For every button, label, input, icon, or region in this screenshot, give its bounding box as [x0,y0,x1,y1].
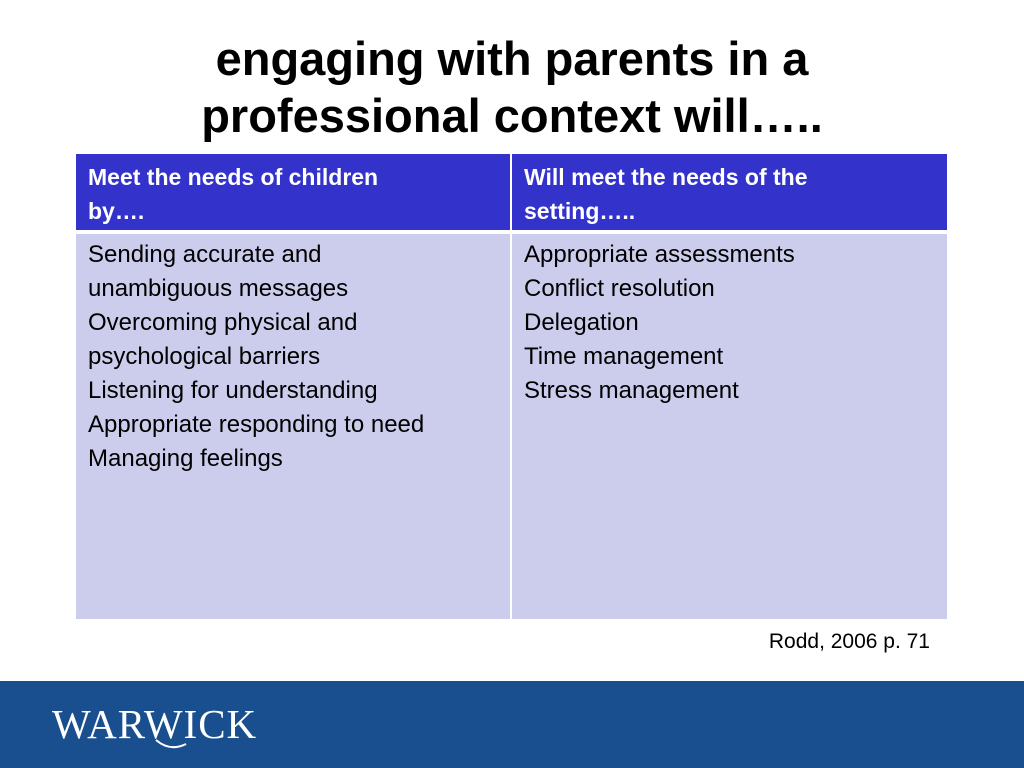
header-line: Will meet the needs of the [524,164,808,190]
list-item: Overcoming physical and [88,309,358,336]
title-line-1: engaging with parents in a [215,32,809,85]
header-line: setting….. [524,198,636,224]
list-item: Delegation [524,309,639,336]
header-cell-setting [511,154,947,232]
list-item: Stress management [524,377,739,404]
list-item: unambiguous messages [88,275,349,302]
table-header-row [76,154,947,232]
title-line-2: professional context will….. [201,89,823,142]
citation: Rodd, 2006 p. 71 [768,630,930,653]
logo-text: WARWICK [52,702,258,747]
body-cell-children [76,232,511,619]
list-item: Time management [524,343,724,370]
list-item: psychological barriers [88,343,321,370]
header-line: Meet the needs of children [88,164,379,190]
table-body-row [76,232,947,619]
warwick-logo [52,702,282,752]
slide-title [0,30,1024,144]
header-cell-children [76,154,511,232]
body-cell-setting [511,232,947,619]
content-table [76,154,947,619]
list-item: Appropriate responding to need [88,411,425,438]
list-item: Conflict resolution [524,275,715,302]
list-item: Sending accurate and [88,241,322,268]
list-item: Appropriate assessments [524,241,795,268]
header-line: by…. [88,198,145,224]
list-item: Listening for understanding [88,377,378,404]
list-item: Managing feelings [88,445,283,472]
